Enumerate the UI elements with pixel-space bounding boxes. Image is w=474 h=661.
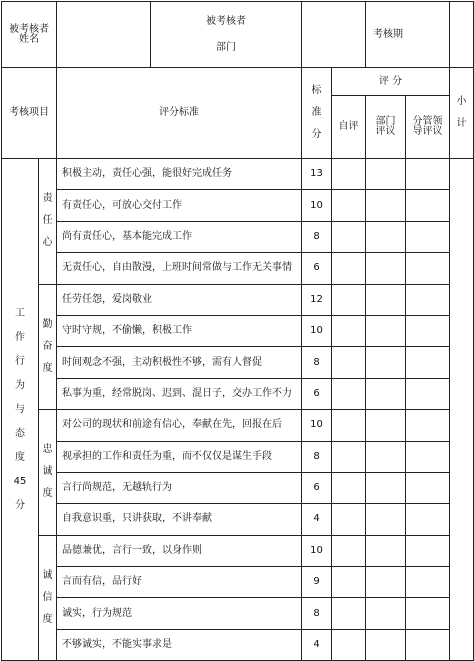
criteria-text: 积极主动，责任心强，能很好完成任务	[57, 159, 302, 190]
leader-score-field[interactable]	[406, 441, 450, 472]
dept-score-field[interactable]	[366, 472, 406, 503]
dept-score-field[interactable]	[366, 221, 406, 252]
person-name-cell	[57, 2, 302, 68]
category-char: 作	[15, 331, 25, 343]
group-label-char: 诚	[42, 466, 53, 478]
dept-value-field[interactable]	[302, 2, 366, 68]
criteria-text: 不够诚实，不能实事求是	[57, 629, 302, 660]
self-score-field[interactable]	[332, 378, 366, 409]
person-name-label-line1: 被考核者	[9, 23, 49, 35]
score-group-label: 评 分	[378, 75, 403, 87]
column-leader-review-header	[406, 96, 450, 159]
standard-score: 6	[302, 253, 332, 284]
standard-score: 6	[302, 378, 332, 409]
leader-score-field[interactable]	[406, 567, 450, 598]
criteria-text: 无责任心，自由散漫，上班时间常做与工作无关事情	[57, 253, 302, 284]
dept-score-field[interactable]	[366, 441, 406, 472]
dept-score-field[interactable]	[366, 504, 406, 535]
column-score-group-header	[332, 68, 450, 96]
evaluation-table	[1, 1, 474, 661]
dept-score-field[interactable]	[366, 284, 406, 315]
self-score-field[interactable]	[332, 472, 366, 503]
self-score-field[interactable]	[332, 315, 366, 346]
criteria-row	[2, 284, 474, 315]
self-score-field[interactable]	[332, 410, 366, 441]
column-criteria-header: 评分标准	[57, 68, 302, 159]
dept-label	[151, 2, 301, 67]
dept-label-line1: 被考核者	[206, 15, 246, 27]
category-char: 行	[15, 355, 25, 367]
criteria-text: 尚有责任心，基本能完成工作	[57, 221, 302, 252]
standard-score: 9	[302, 567, 332, 598]
category-char: 与	[15, 403, 25, 415]
leader-score-field[interactable]	[406, 190, 450, 221]
criteria-text: 品德兼优，言行一致，以身作则	[57, 535, 302, 566]
dept-score-field[interactable]	[366, 315, 406, 346]
self-score-field[interactable]	[332, 253, 366, 284]
category-char: 为	[15, 379, 25, 391]
dept-score-field[interactable]	[366, 535, 406, 566]
criteria-text: 有责任心，可放心交付工作	[57, 190, 302, 221]
leader-review-line2: 导评议	[412, 126, 443, 137]
criteria-text: 视承担的工作和责任为重，而不仅仅是谋生手段	[57, 441, 302, 472]
criteria-row	[2, 629, 474, 660]
group-label-cell	[39, 159, 57, 285]
self-score-field[interactable]	[332, 190, 366, 221]
column-header-row-1	[2, 68, 474, 96]
leader-score-field[interactable]	[406, 504, 450, 535]
dept-score-field[interactable]	[366, 253, 406, 284]
dept-score-field[interactable]	[366, 567, 406, 598]
group-label-char: 勤	[42, 318, 53, 330]
column-self-header: 自评	[332, 96, 366, 159]
criteria-row	[2, 190, 474, 221]
subtotal-char: 计	[456, 118, 467, 129]
group-label-cell	[39, 410, 57, 536]
category-char: 度	[15, 451, 25, 463]
dept-score-field[interactable]	[366, 410, 406, 441]
criteria-row	[2, 441, 474, 472]
standard-char: 准	[311, 107, 322, 118]
criteria-text: 守时守规，不偷懒，积极工作	[57, 315, 302, 346]
group-label-char: 诚	[42, 569, 53, 581]
category-char: 45	[13, 475, 27, 487]
criteria-row	[2, 347, 474, 378]
standard-score: 12	[302, 284, 332, 315]
column-subtotal-header	[450, 68, 474, 159]
standard-char: 分	[311, 129, 322, 140]
leader-score-field[interactable]	[406, 378, 450, 409]
criteria-text: 言而有信，品行好	[57, 567, 302, 598]
dept-label-line2: 部门	[216, 41, 236, 53]
info-row	[2, 2, 474, 68]
criteria-row	[2, 567, 474, 598]
column-item-header: 考核项目	[2, 68, 57, 159]
group-label-char: 度	[42, 488, 53, 500]
criteria-row	[2, 535, 474, 566]
category-char: 分	[15, 499, 25, 511]
standard-score: 10	[302, 410, 332, 441]
criteria-row	[2, 315, 474, 346]
standard-score: 4	[302, 629, 332, 660]
criteria-text: 言行尚规范，无越轨行为	[57, 472, 302, 503]
leader-score-field[interactable]	[406, 629, 450, 660]
criteria-text: 任劳任怨，爱岗敬业	[57, 284, 302, 315]
dept-score-field[interactable]	[366, 629, 406, 660]
group-label-char: 度	[42, 362, 53, 374]
criteria-row	[2, 410, 474, 441]
standard-score: 4	[302, 504, 332, 535]
criteria-row	[2, 221, 474, 252]
self-score-field[interactable]	[332, 284, 366, 315]
column-standard-header	[302, 68, 332, 159]
period-value-field[interactable]	[450, 2, 474, 68]
leader-score-field[interactable]	[406, 159, 450, 190]
group-label-char: 奋	[42, 340, 53, 352]
criteria-text: 自我意识重，只讲获取，不讲奉献	[57, 504, 302, 535]
period-label: 考核期	[366, 2, 450, 68]
criteria-text: 时间观念不强，主动积极性不够，需有人督促	[57, 347, 302, 378]
dept-score-field[interactable]	[366, 190, 406, 221]
criteria-text: 私事为重，经常脱岗、迟到、混日子，交办工作不力	[57, 378, 302, 409]
leader-review-line1: 分管领	[412, 116, 443, 127]
group-label-char: 任	[42, 215, 53, 227]
self-score-field[interactable]	[332, 629, 366, 660]
standard-score: 10	[302, 190, 332, 221]
standard-score: 10	[302, 315, 332, 346]
subtotal-char: 小	[456, 96, 467, 107]
category-char: 态	[15, 427, 25, 439]
self-score-field[interactable]	[332, 221, 366, 252]
column-dept-review-header	[366, 96, 406, 159]
criteria-row	[2, 472, 474, 503]
group-label-char: 心	[42, 237, 53, 249]
category-cell	[2, 159, 39, 661]
self-score-field[interactable]	[332, 159, 366, 190]
dept-score-field[interactable]	[366, 159, 406, 190]
leader-score-field[interactable]	[406, 347, 450, 378]
group-label-char: 责	[42, 193, 53, 205]
standard-score: 6	[302, 472, 332, 503]
leader-score-field[interactable]	[406, 472, 450, 503]
leader-score-field[interactable]	[406, 315, 450, 346]
leader-score-field[interactable]	[406, 253, 450, 284]
dept-score-field[interactable]	[366, 378, 406, 409]
group-label-cell	[39, 284, 57, 410]
criteria-row	[2, 598, 474, 629]
group-label-char: 忠	[42, 444, 53, 456]
person-name-label	[2, 2, 57, 68]
leader-score-field[interactable]	[406, 221, 450, 252]
standard-score: 8	[302, 441, 332, 472]
self-score-field[interactable]	[332, 567, 366, 598]
group-label-cell	[39, 535, 57, 661]
standard-score: 13	[302, 159, 332, 190]
criteria-text: 对公司的现状和前途有信心，奉献在先，回报在后	[57, 410, 302, 441]
group-label-char: 信	[42, 591, 53, 603]
standard-score: 8	[302, 221, 332, 252]
self-score-field[interactable]	[332, 347, 366, 378]
category-char: 工	[15, 307, 25, 319]
self-score-field[interactable]	[332, 504, 366, 535]
leader-score-field[interactable]	[406, 410, 450, 441]
person-name-field[interactable]	[57, 2, 151, 67]
group-label-char: 度	[42, 613, 53, 625]
leader-score-field[interactable]	[406, 284, 450, 315]
self-score-field[interactable]	[332, 535, 366, 566]
dept-review-line2: 评议	[375, 126, 396, 137]
standard-char: 标	[311, 85, 322, 96]
criteria-row	[2, 159, 474, 190]
criteria-row	[2, 253, 474, 284]
standard-score: 8	[302, 598, 332, 629]
leader-score-field[interactable]	[406, 598, 450, 629]
criteria-row	[2, 504, 474, 535]
dept-review-line1: 部门	[375, 116, 396, 127]
leader-score-field[interactable]	[406, 535, 450, 566]
criteria-text: 诚实，行为规范	[57, 598, 302, 629]
standard-score: 10	[302, 535, 332, 566]
dept-score-field[interactable]	[366, 598, 406, 629]
dept-score-field[interactable]	[366, 347, 406, 378]
standard-score: 8	[302, 347, 332, 378]
criteria-row	[2, 378, 474, 409]
self-score-field[interactable]	[332, 598, 366, 629]
person-name-label-line2: 姓名	[19, 33, 39, 45]
self-score-field[interactable]	[332, 441, 366, 472]
subtotal-field[interactable]	[450, 159, 474, 661]
